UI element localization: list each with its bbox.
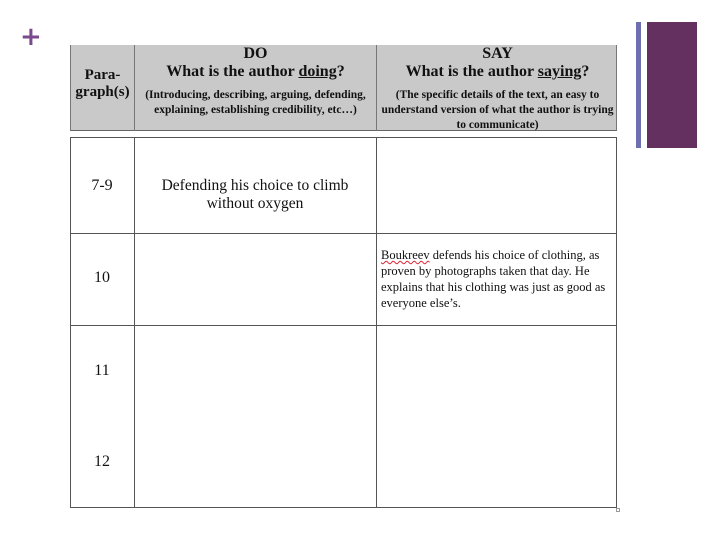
header-do-title: DO — [243, 45, 268, 62]
header-paragraph-line1: Para- — [84, 67, 121, 83]
row-divider — [70, 233, 617, 234]
accent-thick-bar — [647, 22, 697, 148]
col-divider — [616, 137, 617, 508]
resize-handle — [616, 508, 620, 512]
header-paragraph-line2: graph(s) — [75, 84, 130, 100]
do-say-table — [70, 45, 617, 508]
header-do — [135, 45, 377, 131]
row-paragraph-number: 11 — [94, 362, 110, 379]
row-paragraph-number: 12 — [94, 453, 110, 470]
plus-icon: + — [20, 22, 42, 52]
header-say-question: What is the author saying? — [405, 63, 590, 80]
row-do-text: Defending his choice to climb without oxygen — [161, 177, 349, 212]
row-paragraph-number: 7-9 — [91, 177, 113, 194]
header-say-subtitle: (The specific details of the text, an easy to understand version of what the author is trying to communicate) — [381, 89, 614, 131]
row-divider — [70, 507, 617, 508]
row-say-text: Boukreev defends his choice of clothing, as proven by photographs taken that day. He explains that his clothing was just as good as everyone else’s. — [381, 248, 606, 310]
row-divider — [70, 137, 617, 138]
header-paragraph — [71, 45, 135, 131]
header-do-question: What is the author doing? — [166, 63, 345, 80]
accent-thin-bar — [636, 22, 641, 148]
header-do-subtitle: (Introducing, describing, arguing, defending, explaining, establishing credibility, etc…) — [145, 89, 366, 116]
header-say-title: SAY — [482, 45, 513, 62]
row-paragraph-number: 10 — [94, 269, 110, 286]
header-say — [377, 45, 618, 131]
row-divider — [70, 325, 617, 326]
table-header — [70, 45, 617, 131]
col-divider — [376, 137, 377, 508]
